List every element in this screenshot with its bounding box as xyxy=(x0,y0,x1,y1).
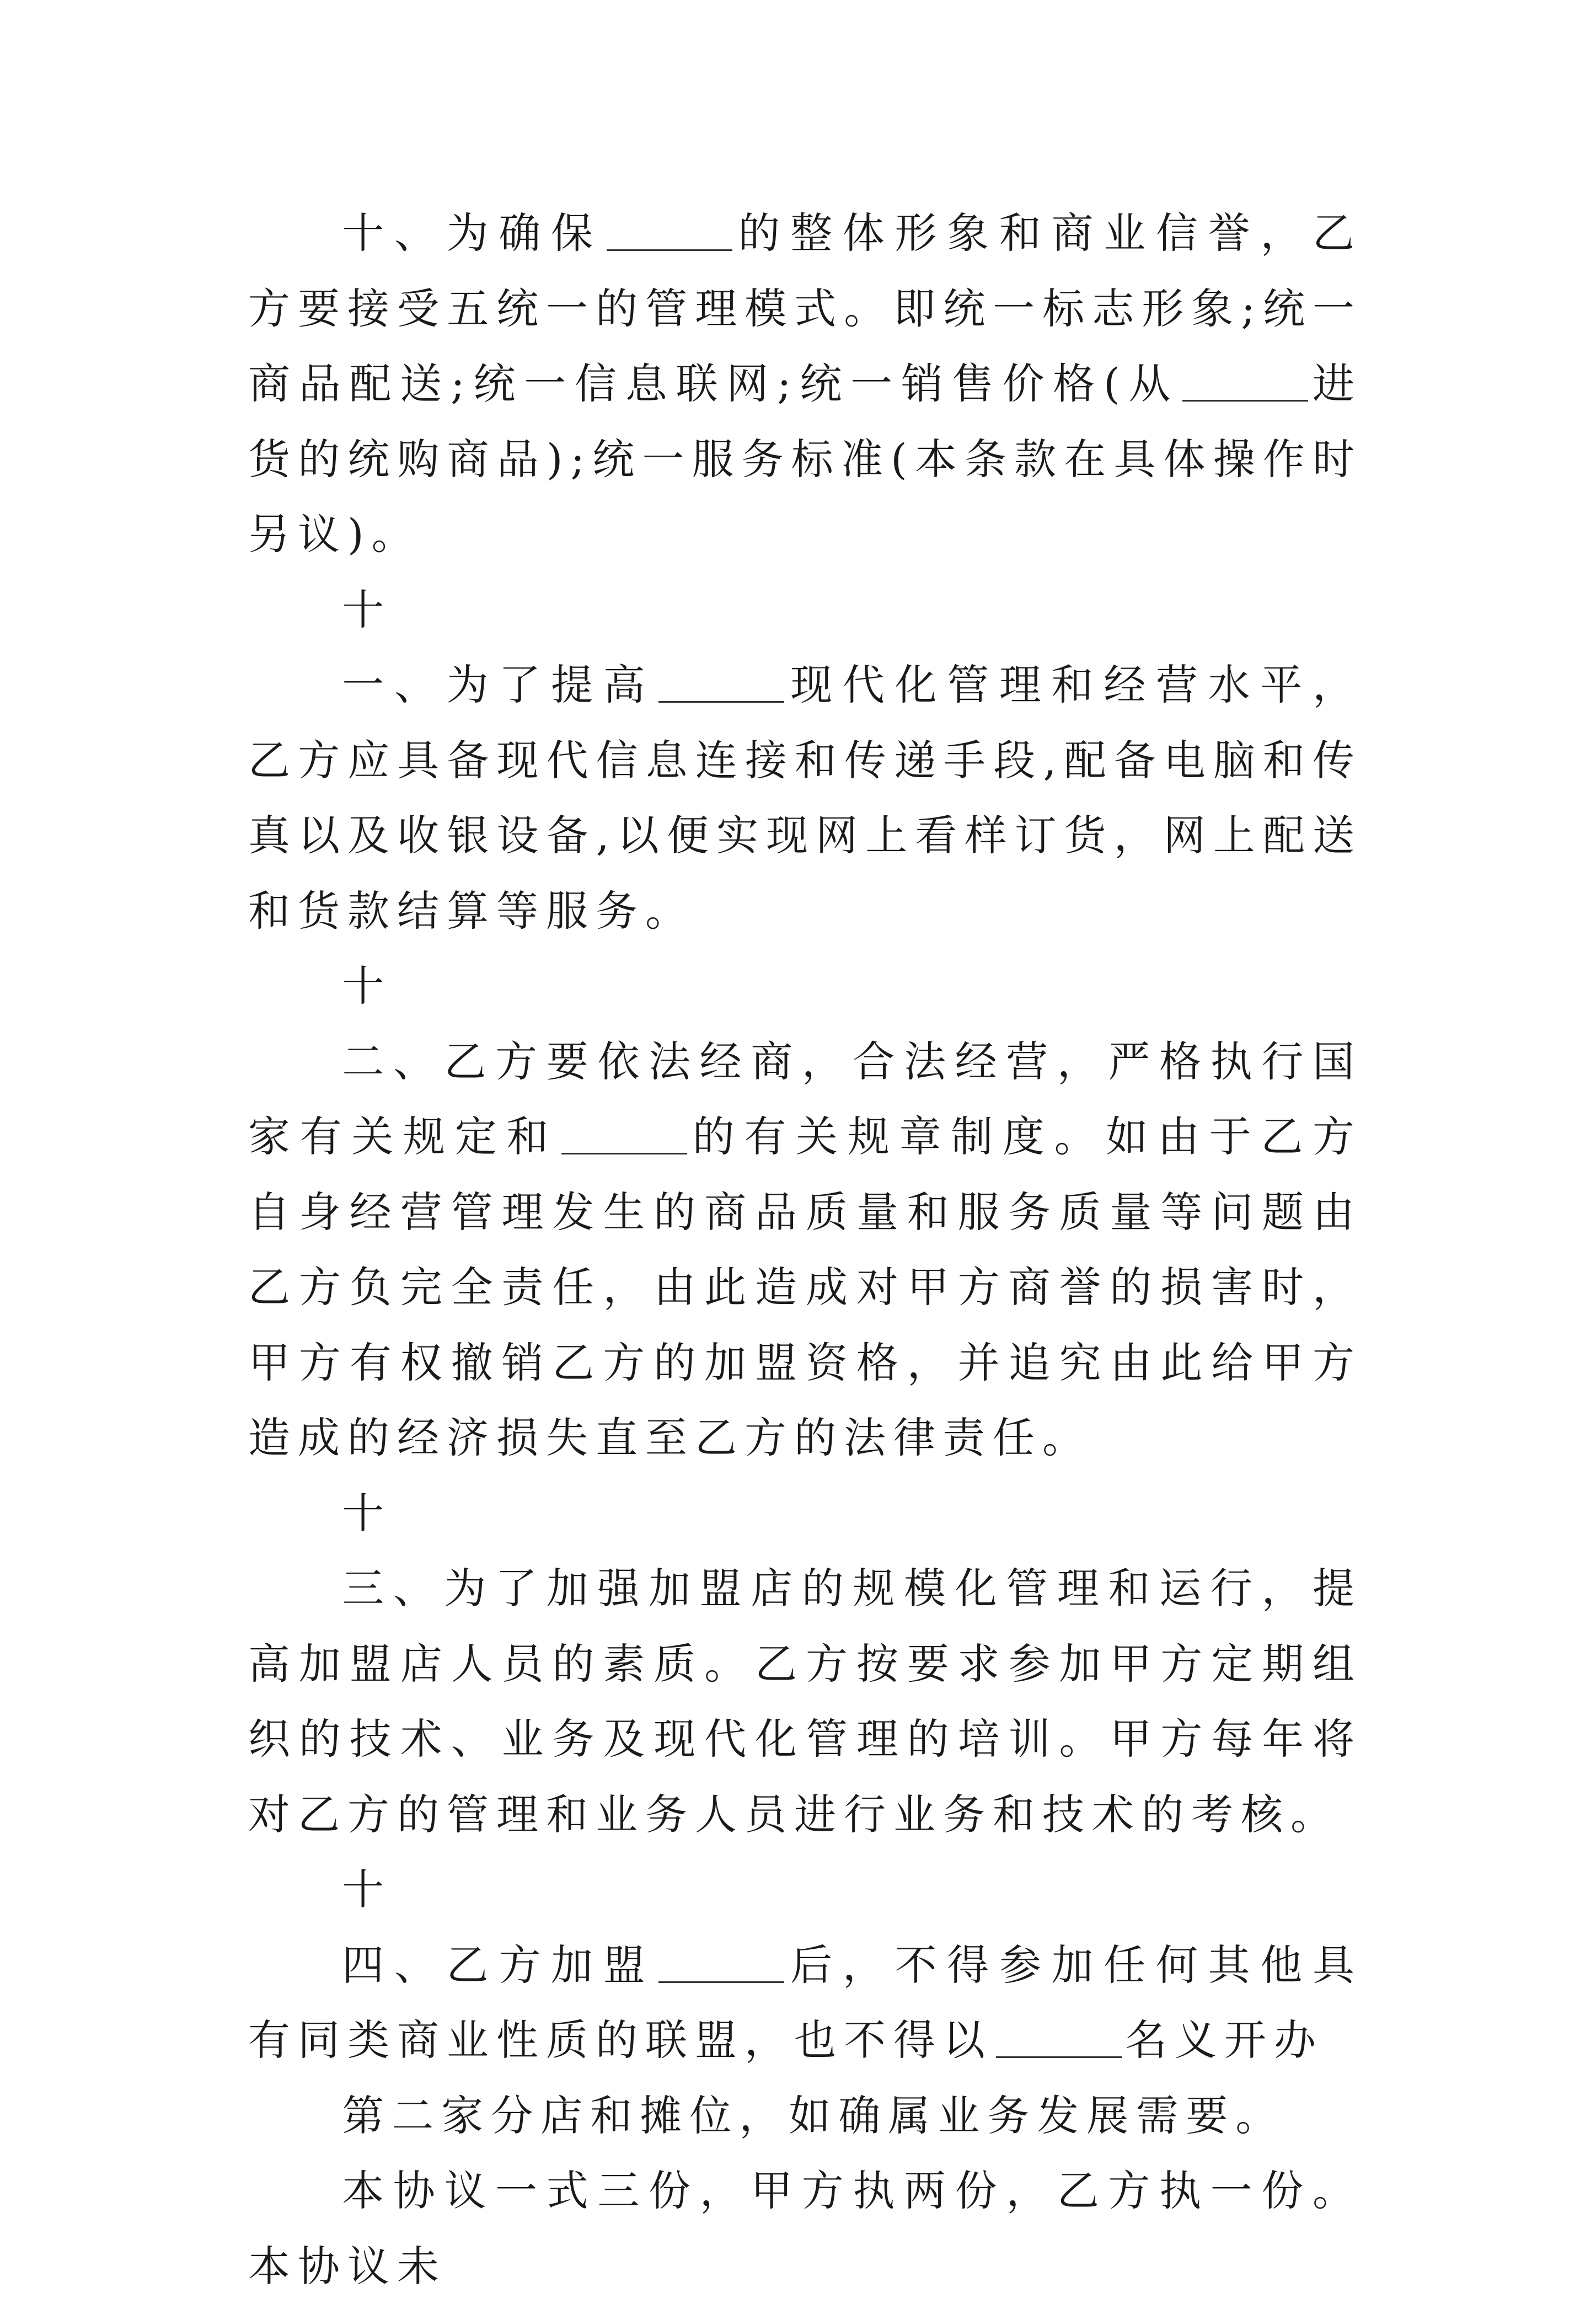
text-segment: 后，不得参加任何其他具有同类商业性质的联盟，也不得以 xyxy=(248,1940,1363,2065)
text-segment: 第二家分店和摊位，如确属业务发展需要。 xyxy=(342,2091,1286,2140)
paragraph-numeral-ten xyxy=(248,573,1362,648)
blank-field xyxy=(996,2014,1122,2058)
contract-text xyxy=(248,196,1362,2304)
paragraph-second-branch xyxy=(248,2078,1362,2154)
text-segment: 三、为了加强加盟店的规模化管理和运行，提高加盟店人员的素质。乙方按要求参加甲方定期组织的技术、业务及现代化管理的培训。甲方每年将对乙方的管理和业务人员进行业务和技术的考核。 xyxy=(248,1564,1362,1839)
blank-field xyxy=(658,1939,784,1983)
blank-field xyxy=(1182,358,1308,402)
text-segment: 的整体形象和商业信誉，乙方要接受五统一的管理模式。即统一标志形象;统一商品配送;统一信息联网;统一销售价格(从 xyxy=(248,209,1363,408)
text-segment: 本协议一式三份，甲方执两份，乙方执一份。本协议未 xyxy=(248,2166,1362,2291)
text-segment: 名义开办 xyxy=(1125,2016,1324,2065)
paragraph-article-10 xyxy=(248,196,1362,573)
blank-field xyxy=(607,207,732,251)
text-segment: 的有关规章制度。如由于乙方自身经营管理发生的商品质量和服务质量等问题由乙方负完全责任，由此造成对甲方商誉的损害时，甲方有权撤销乙方的加盟资格，并追究由此给甲方造成的经济损失直至乙方的法律责任。 xyxy=(248,1112,1363,1462)
text-segment: 十 xyxy=(342,1865,392,1914)
paragraph-article-14 xyxy=(248,1928,1362,2078)
paragraph-numeral-ten xyxy=(248,1852,1362,1928)
paragraph-article-13 xyxy=(248,1551,1362,1852)
blank-field xyxy=(658,659,784,703)
text-segment: 十 xyxy=(342,1488,392,1538)
text-segment: 十 xyxy=(342,961,392,1011)
text-segment: 十、为确保 xyxy=(342,209,603,258)
blank-field xyxy=(561,1111,687,1154)
text-segment: 二、乙方要依法经商，合法经营，严格执行国家有关规定和 xyxy=(248,1036,1362,1161)
paragraph-copies xyxy=(248,2153,1362,2304)
text-segment: 进货的统购商品);统一服务标准(本条款在具体操作时另议)。 xyxy=(248,359,1362,559)
paragraph-numeral-ten xyxy=(248,949,1362,1024)
text-segment: 现代化管理和经营水平，乙方应具备现代信息连接和传递手段,配备电脑和传真以及收银设备,以便实现网上看样订货，网上配送和货款结算等服务。 xyxy=(248,660,1363,936)
paragraph-article-12 xyxy=(248,1024,1362,1476)
paragraph-numeral-ten xyxy=(248,1476,1362,1552)
text-segment: 十 xyxy=(342,585,392,634)
text-segment: 一、为了提高 xyxy=(342,660,656,709)
paragraph-article-11 xyxy=(248,648,1362,949)
text-segment: 四、乙方加盟 xyxy=(342,1940,656,1990)
